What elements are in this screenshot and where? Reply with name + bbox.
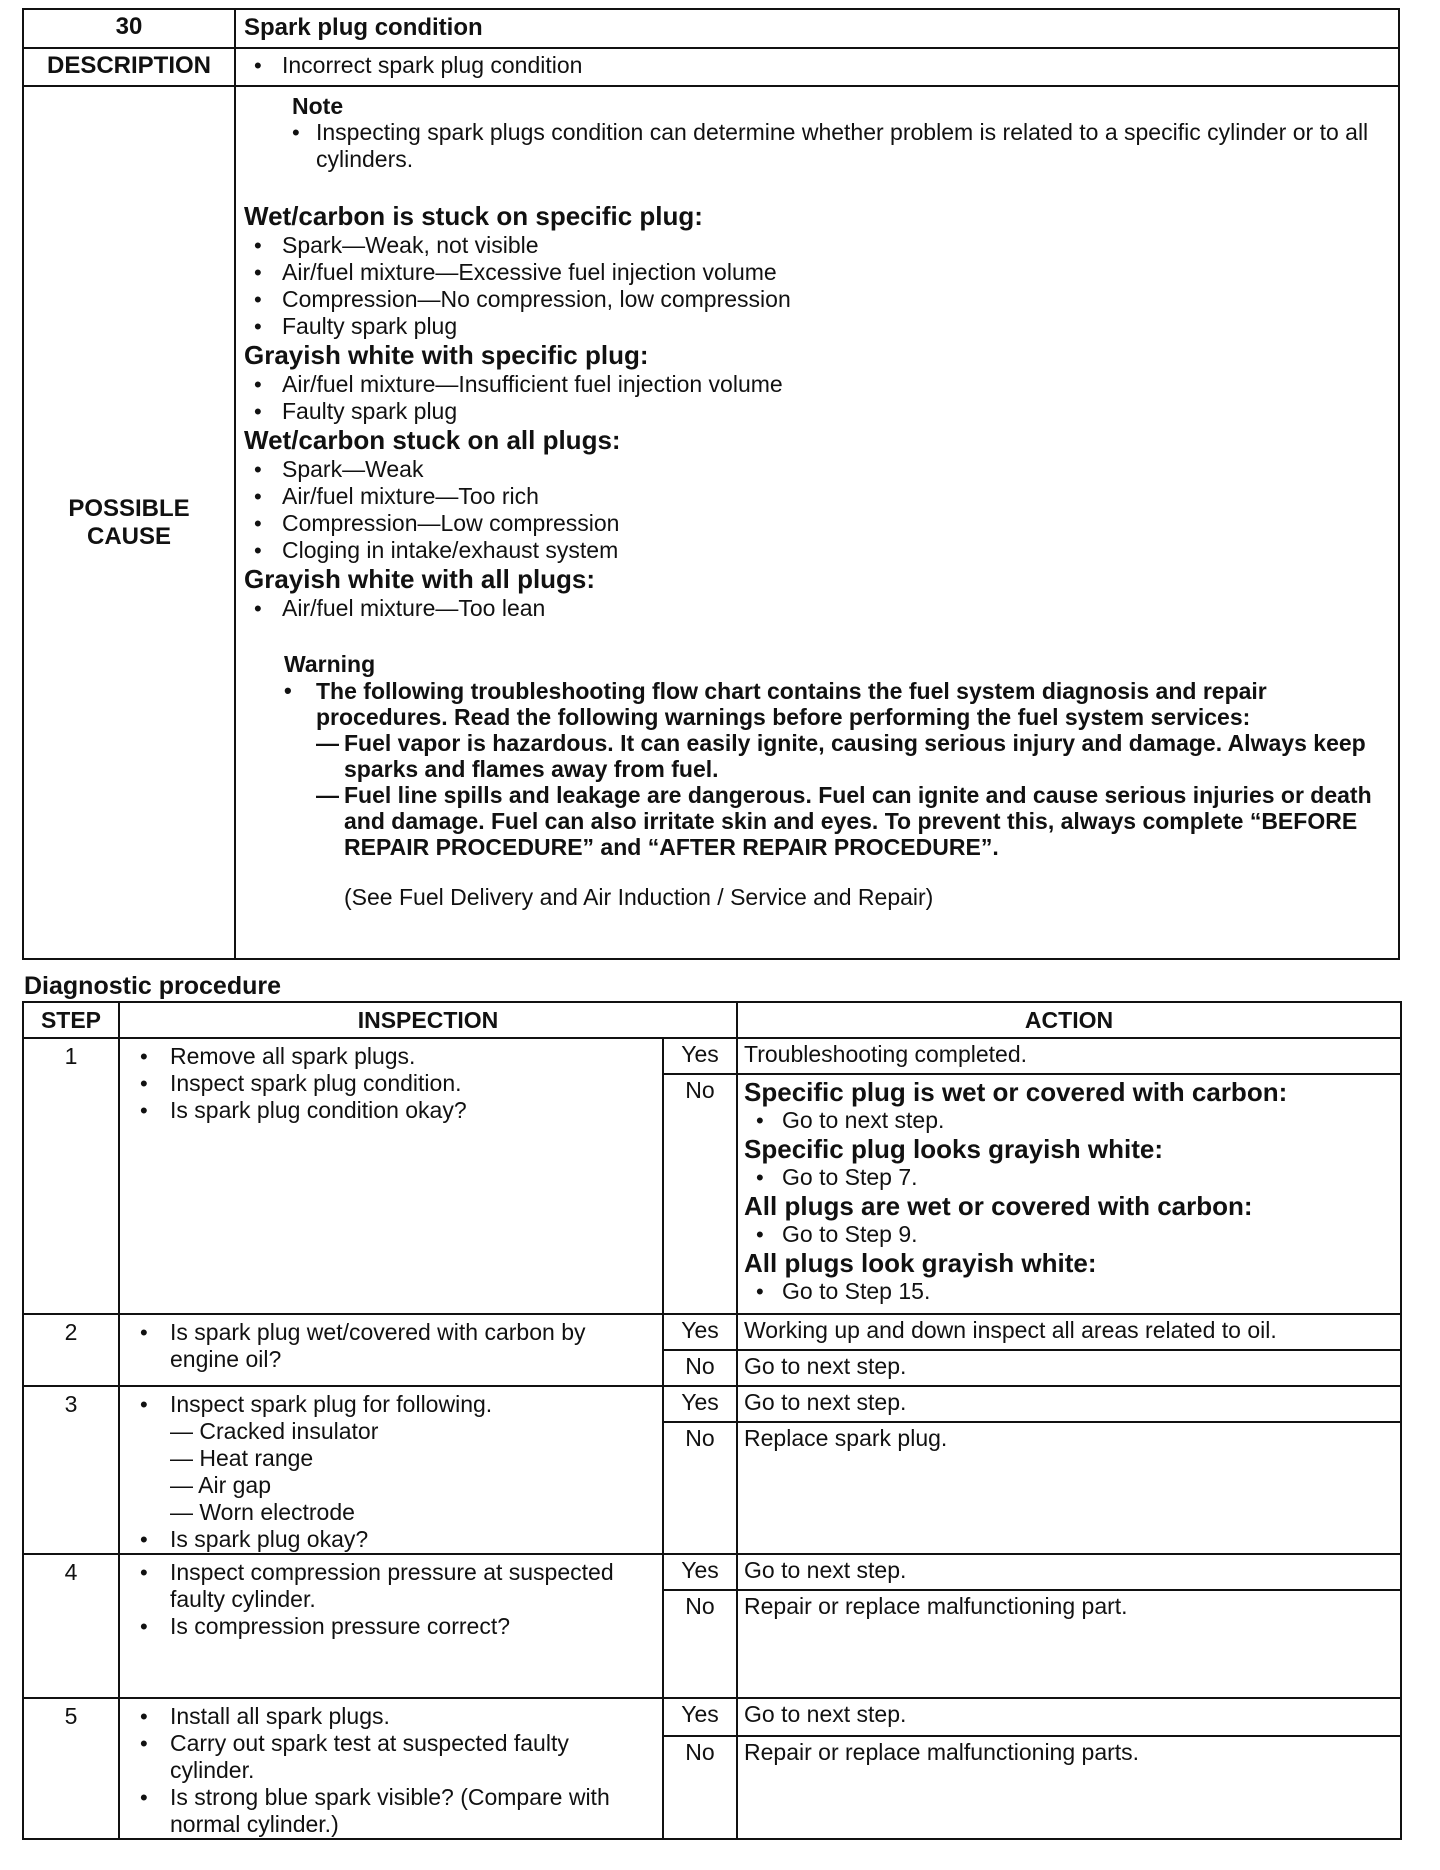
no-label: No [663,1422,737,1554]
cause-item: • Air/fuel mixture—Too rich [244,483,1388,510]
step-number: 1 [23,1038,119,1314]
condition-table [22,8,1400,960]
diagnostic-header-row [23,1002,1401,1038]
possible-cause-row [23,86,1399,959]
cause-item: • Spark—Weak, not visible [244,232,1388,259]
cause-item: • Air/fuel mixture—Excessive fuel injection volume [244,259,1388,286]
cause-heading: Grayish white with specific plug: [244,340,649,370]
step-number: 2 [23,1314,119,1386]
step-inspection: • Is spark plug wet/covered with carbon by engine oil? [119,1314,663,1386]
cause-item: • Faulty spark plug [244,398,1388,425]
note-title: Note [292,93,344,119]
no-label: No [663,1074,737,1314]
table-row [23,1698,1401,1736]
diagnostic-procedure-title: Diagnostic procedure [24,972,281,1000]
cause-item: • Compression—Low compression [244,510,1388,537]
step-inspection: • Install all spark plugs. • Carry out spark test at suspected faulty cylinder. • Is strong blue spark visible? (Compare with normal cylinder.) [119,1698,663,1839]
yes-action: Troubleshooting completed. [737,1038,1401,1074]
note-text: • Inspecting spark plugs condition can determine whether problem is related to a specific cylinder or to all cylinders. [282,119,1388,173]
yes-action: Go to next step. [737,1698,1401,1736]
warning-text: • The following troubleshooting flow chart contains the fuel system diagnosis and repair procedures. Read the following warnings before performing the fuel system services: [284,678,1388,730]
yes-action: Working up and down inspect all areas related to oil. [737,1314,1401,1350]
cause-item: • Cloging in intake/exhaust system [244,537,1388,564]
no-action: Specific plug is wet or covered with carbon: • Go to next step. Specific plug looks grayish white: • Go to Step 7. All plugs are wet or covered with carbon: • Go to Step 9. All plugs look grayish white: • Go to Step 15. [737,1074,1401,1314]
step-number: 5 [23,1698,119,1839]
step-inspection: • Inspect spark plug for following. — Cracked insulator — Heat range — Air gap — Worn electrode • Is spark plug okay? [119,1386,663,1554]
cause-item: • Compression—No compression, low compression [244,286,1388,313]
yes-action: Go to next step. [737,1386,1401,1422]
description-text: • Incorrect spark plug condition [244,52,1390,79]
cause-section [244,564,1388,622]
cause-section [244,425,1388,564]
warning-title: Warning [284,651,376,677]
cause-heading: Wet/carbon stuck on all plugs: [244,425,621,455]
yes-action: Go to next step. [737,1554,1401,1590]
no-label: No [663,1350,737,1386]
condition-title: Spark plug condition [235,9,1399,48]
no-action: Replace spark plug. [737,1422,1401,1554]
cause-section [244,201,1388,340]
description-row [23,48,1399,86]
table-row [23,1314,1401,1350]
no-label: No [663,1736,737,1839]
column-header-action: ACTION [737,1002,1401,1038]
step-inspection: • Remove all spark plugs. • Inspect spark plug condition. • Is spark plug condition okay? [119,1038,663,1314]
cause-heading: Wet/carbon is stuck on specific plug: [244,201,703,231]
description-label: DESCRIPTION [23,48,235,86]
no-action: Repair or replace malfunctioning part. [737,1590,1401,1698]
warning-dash-item: — Fuel line spills and leakage are dangerous. Fuel can ignite and cause serious injuries or death and damage. Fuel can also irritate skin and eyes. To prevent this, always complete “BEFORE REPAIR PROCEDURE” and “AFTER REPAIR PROCEDURE”. [316,782,1388,860]
step-inspection: • Inspect compression pressure at suspected faulty cylinder. • Is compression pressure correct? [119,1554,663,1698]
table-row [23,1554,1401,1590]
possible-cause-content [235,86,1399,959]
column-header-inspection: INSPECTION [119,1002,737,1038]
cause-item: • Air/fuel mixture—Insufficient fuel injection volume [244,371,1388,398]
possible-cause-label: POSSIBLE CAUSE [23,86,235,959]
diagnostic-table [22,1001,1402,1840]
cause-heading: Grayish white with all plugs: [244,564,596,594]
yes-label: Yes [663,1314,737,1350]
step-number: 4 [23,1554,119,1698]
table-row [23,1038,1401,1074]
yes-label: Yes [663,1698,737,1736]
no-action: Repair or replace malfunctioning parts. [737,1736,1401,1839]
warning-block [244,650,1388,860]
no-action: Go to next step. [737,1350,1401,1386]
see-reference: (See Fuel Delivery and Air Induction / Service and Repair) [344,884,934,910]
cause-item: • Spark—Weak [244,456,1388,483]
condition-header-row [23,9,1399,48]
cause-item: • Faulty spark plug [244,313,1388,340]
yes-label: Yes [663,1386,737,1422]
warning-dash-item: — Fuel vapor is hazardous. It can easily ignite, causing serious injury and damage. Always keep sparks and flames away from fuel. [316,730,1388,782]
step-number: 3 [23,1386,119,1554]
column-header-step: STEP [23,1002,119,1038]
cause-item: • Air/fuel mixture—Too lean [244,595,1388,622]
table-row [23,1386,1401,1422]
no-label: No [663,1590,737,1698]
yes-label: Yes [663,1038,737,1074]
condition-number: 30 [23,9,235,48]
cause-section [244,340,1388,425]
yes-label: Yes [663,1554,737,1590]
